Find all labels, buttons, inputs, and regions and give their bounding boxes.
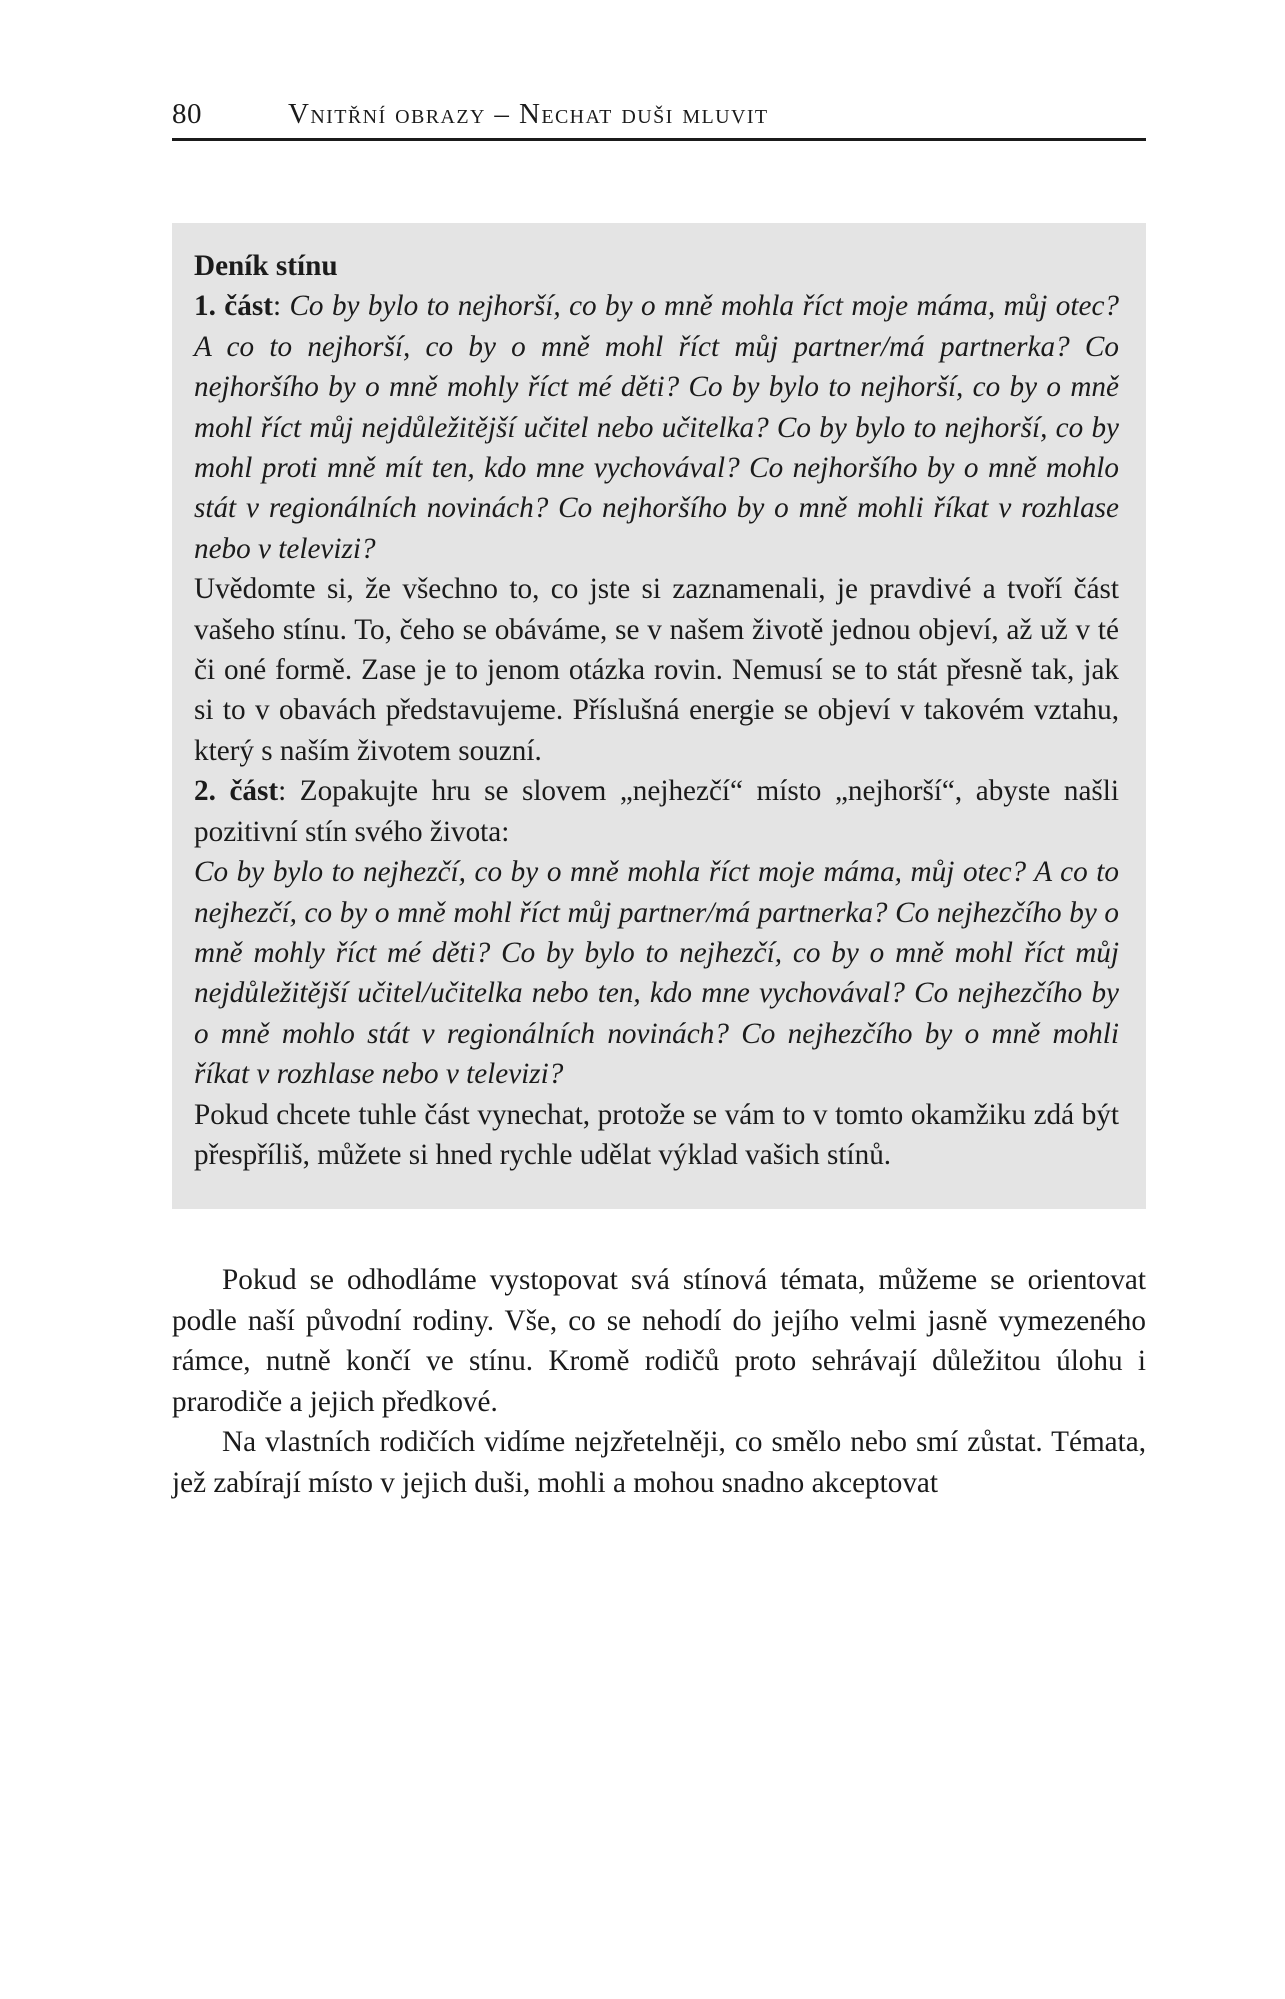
body-paragraph-1: Pokud se odhodláme vystopovat svá stínová témata, můžeme se orientovat podle naší původní rodiny. Vše, co se nehodí do jejího velmi jasně vymezeného rámce, nutně končí ve stínu. Kromě rodičů proto sehrávají důležitou úlohu i prarodiče a jejich předkové. (172, 1264, 1146, 1418)
page-number: 80 (172, 98, 202, 130)
part1-paragraph (194, 286, 1119, 569)
part1-colon: : (272, 290, 282, 323)
body-text (172, 1260, 1146, 1504)
part2-intro: : Zopakujte hru se slovem „nejhezčí“ místo „nejhorší“, abyste našli pozitivní stín svého života: (194, 775, 1119, 848)
closing-paragraph: Pokud chcete tuhle část vynechat, protože se vám to v tomto okamžiku zdá být přespříliš, můžete si hned rychle udělat výklad vašich stínů. (194, 1098, 1119, 1171)
part2-label: 2. část (194, 775, 279, 808)
exercise-box-content (194, 246, 1119, 1175)
part2-paragraph (194, 771, 1119, 852)
body-paragraph-2: Na vlastních rodičích vidíme nejzřetelněji, co smělo nebo smí zůstat. Témata, jež zabírají místo v jejich duši, mohli a mohou snadno akceptovat (172, 1426, 1146, 1499)
running-header (172, 92, 1146, 141)
exercise-box (172, 223, 1146, 1209)
running-title: Vnitřní obrazy – Nechat duši mluvit (288, 98, 769, 130)
part2-questions: Co by bylo to nejhezčí, co by o mně mohla říct moje máma, můj otec? A co to nejhezčí, co by o mně mohl říct můj partner/má partnerka? Co nejhezčího by o mně mohly říct mé děti? Co by bylo to nejhezčí, co by o mně mohl říct můj nejdůležitější učitel/učitelka nebo ten, kdo mne vychovával? Co nejhezčího by o mně mohlo stát v regionálních novinách? Co nejhezčího by o mně mohli říkat v rozhlase nebo v televizi? (194, 856, 1119, 1091)
part1-label: 1. část (194, 290, 273, 323)
exercise-title: Deník stínu (194, 250, 338, 282)
part2-questions-paragraph (194, 852, 1119, 1094)
part1-questions: Co by bylo to nejhorší, co by o mně mohla říct moje máma, můj otec? A co to nejhorší, co by o mně mohl říct můj partner/má partnerka? Co nejhoršího by o mně mohly říct mé děti? Co by bylo to nejhorší, co by o mně mohl říct můj nejdůležitější učitel nebo učitelka? Co by bylo to nejhorší, co by mohl proti mně mít ten, kdo mne vychovával? Co nejhoršího by o mně mohlo stát v regionálních novinách? Co nejhoršího by o mně mohli říkat v rozhlase nebo v televizi? (194, 290, 1119, 565)
explanation-paragraph: Uvědomte si, že všechno to, co jste si zaznamenali, je pravdivé a tvoří část vašeho stínu. To, čeho se obáváme, se v našem životě jednou objeví, až už v té či oné formě. Zase je to jenom otázka rovin. Nemusí se to stát přesně tak, jak si to v obavách představujeme. Příslušná energie se objeví v takovém vztahu, který s naším životem souzní. (194, 573, 1119, 767)
